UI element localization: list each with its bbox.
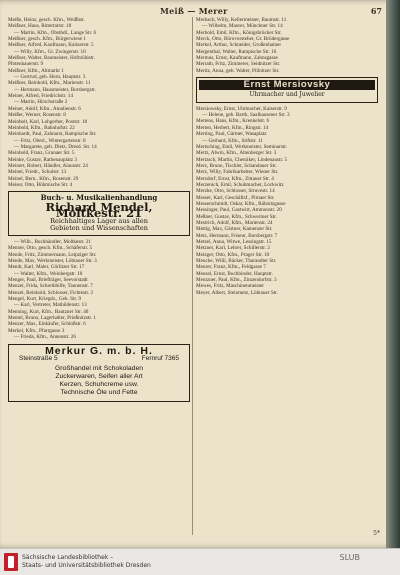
entries-right-b xyxy=(196,106,378,296)
ad-merkur-line2: Zuckerwaren, Seifen aller Art xyxy=(55,373,143,381)
directory-entry: Meißner, gesch. Kfm., Bürgerwiese 1 xyxy=(8,36,86,43)
ad-mendel-line3: Reichhaltiges Lager aus allen xyxy=(50,217,148,226)
directory-entry: Meißner, Kfm., Altmarkt 1 xyxy=(8,67,64,74)
directory-entry: Meiner, Adolf, Kfm., Amalienstr. 6 xyxy=(8,105,81,112)
directory-entry: Metz, Hermann, Friseur, Borsbergstr. 7 xyxy=(196,232,278,239)
directory-entry: Meiner, Alfred, Friedrichstr. 14 xyxy=(8,93,73,100)
advertisement-merkur xyxy=(8,344,190,403)
ad-mendel-line1: Buch- u. Musikalienhandlung xyxy=(40,193,158,203)
footer-mark: SLUB xyxy=(339,553,360,562)
directory-entry: Merbach, Willy, Kellermeister, Baumstr. 11 xyxy=(196,17,287,23)
directory-entry: Meinbold, Kfm., Bahnhofstr. 22 xyxy=(8,124,75,131)
directory-entry: — Frieda, Kfm., Annenstr. 26 xyxy=(14,334,76,341)
footer-line2: Staats- und Universitätsbibliothek Dresden xyxy=(22,562,151,569)
directory-entry: Menzer, Max, Einkäufer, Schloßstr. 6 xyxy=(8,321,86,328)
directory-entry: — Gerhard, Kfm., Stiftstr. 11 xyxy=(202,137,263,144)
ad-merkur-address: Steinstraße 5 xyxy=(19,354,58,362)
directory-entry: Mettig, Max, Gärtner, Kamenzer Str. xyxy=(196,226,273,233)
directory-entry: Menzel, Frida, Schreibhilfe, Tannenstr. 7 xyxy=(8,283,93,290)
corner-mark: 5* xyxy=(373,530,380,537)
directory-entry: — Wilhelm, Maurer, Münchner Str. 14 xyxy=(202,23,283,30)
directory-entry: Menger, Paul, Briefträger, Seevorstadt xyxy=(8,277,88,284)
directory-entry: Meißner, Reinhold, Kfm., Marienstr. 11 xyxy=(8,80,91,87)
ad-mendel-line2: Richard Mendel, Moltkestr. 21 xyxy=(45,199,153,220)
directory-entry: Meuche, Willi, Bäcker, Tharandter Str. xyxy=(196,258,277,265)
directory-entry: Meißer, Werner, Rosenstr. 8 xyxy=(8,112,66,119)
directory-entry: Meyer, Albert, Steinmetz, Löbtauer Str. xyxy=(196,289,278,296)
running-title: Meiß — Merer xyxy=(160,6,228,16)
directory-entry: Metzger, Otto, Kfm., Prager Str. 10 xyxy=(196,251,270,258)
directory-entry: Mende, Fritz, Zimmermann, Leipziger Str. xyxy=(8,251,97,258)
directory-entry: Meiser, Otto, Böhmische Str. 4 xyxy=(8,181,73,188)
directory-entry: Mergenthal, Walter, Rampische Str. 16 xyxy=(196,48,277,55)
directory-entry: Menzel, Reinhold, Schlosser, Fichtestr. 2 xyxy=(8,289,94,296)
ad-merkur-line3: Kerzen, Schuhcreme usw. xyxy=(59,381,139,389)
directory-entry: Merck, Otto, Bürovorsteher, Gr. Brüdergasse xyxy=(196,36,290,43)
entries-left-c xyxy=(8,239,190,341)
ad-merkur-title: Merkur G. m. b. H. xyxy=(45,344,153,357)
directory-entry: Meutzner, Paul, Kfm., Zinzendorfstr. 3 xyxy=(196,277,277,284)
column-divider xyxy=(192,17,193,535)
footer-line1: Sächsische Landesbibliothek – xyxy=(22,554,114,561)
directory-entry: Mertz, Alwin, Kfm., Altenberger Str. 3 xyxy=(196,150,277,157)
slub-logo-icon xyxy=(4,553,18,571)
directory-entry: Mermus, Ernst, Kaufmann, Zahnsgasse xyxy=(196,55,278,62)
directory-entry: — Karl, Vertreter, Mathildenstr. 13 xyxy=(14,302,87,309)
right-column xyxy=(196,17,378,537)
directory-entry: Meritz, Anna, geb. Walter, Pillnitzer Str. xyxy=(196,67,280,74)
directory-entry: — Willy, Kfm., Gr. Zwingerstr. 10 xyxy=(14,48,86,55)
entries-left-b xyxy=(8,119,190,189)
directory-entry: Merzdorf, Ernst, Kfm., Zittauer Str. 4 xyxy=(196,175,274,182)
directory-entry: Mende, Max, Werkmeister, Löbtauer Str. 3 xyxy=(8,258,97,265)
directory-entry: Meißner, Alfred, Kaufmann, Kaitzerstr. 5 xyxy=(8,42,94,49)
directory-entry: Meinke, Gustav, Rathenauplatz 3 xyxy=(8,156,77,163)
directory-entry: Messerschmidt, Oskar, Kfm., Rähnitzgasse xyxy=(196,200,286,207)
directory-entry: Merzke, Otto, Schlosser, Struvestr. 14 xyxy=(196,188,275,195)
directory-entry: Merting, Paul, Gärtner, Wasaplatz xyxy=(196,131,267,138)
directory-entry: — Helene, geb. Barth, Saalhausener Str. 3 xyxy=(202,112,290,119)
directory-entry: Merbold, Emil, Kfm., Königsbrücker Str. xyxy=(196,29,282,36)
directory-entry: Metzner, Karl, Lehrer, Schillerstr. 2 xyxy=(196,245,270,252)
directory-entry: — Margarete, geb. Dietz, Dresd. Str. 14 xyxy=(14,143,97,150)
directory-entry: Meißner, Walter, Baumeister, Hofmühlstr. xyxy=(8,55,95,62)
ad-mendel-line4: Gebieten und Wissenschaften xyxy=(50,223,148,232)
directory-entry: Meßner, Gustav, Kfm., Schweriner Str. xyxy=(196,213,277,220)
directory-entry: Merz, Willy, Fabrikarbeiter, Wiener Str. xyxy=(196,169,279,176)
directory-entry: Messinger, Paul, Gastwirt, Ammonstr. 20 xyxy=(196,207,282,214)
ad-merkur-line1: Großhandel mit Schokoladen xyxy=(54,365,144,373)
directory-entry: — Gertrud, geb. Horn, Hauptstr. 3 xyxy=(14,74,86,81)
directory-entry: Meinbolt, Karl, Lohgerber, Poststr. 18 xyxy=(8,118,88,125)
entries-right-a xyxy=(196,17,378,74)
directory-entry: Menning, Kurt, Kfm., Bautzner Str. 40 xyxy=(8,308,89,315)
directory-entry: Mersiowsky, Ernst, Uhrmacher, Kaiserstr. 9 xyxy=(196,105,287,112)
directory-entry: Merten, Herbert, Kfm., Ringstr. 14 xyxy=(196,124,269,131)
directory-entry: Mertsching, Emil, Werkmeister, Seminarstr. xyxy=(196,143,288,150)
page-number: 67 xyxy=(370,6,382,16)
directory-entry: Meinel, Friedr., Schulstr. 13 xyxy=(8,169,67,176)
directory-entry: Mentel, Bruno, Lagerhalter, Prießnitzstr. 1 xyxy=(8,315,96,322)
page-header xyxy=(10,5,386,17)
directory-entry: Meusel, Ernst, Buchbinder, Hauptstr. xyxy=(196,270,273,277)
directory-entry: Mertens, Hans, Kfm., Krenkelstr. 6 xyxy=(196,118,270,125)
advertisement-mersiovsky xyxy=(196,77,378,103)
directory-entry: — Martin, Kfm., Obsthdl., Lange Str. 6 xyxy=(14,29,97,36)
directory-entry: Merzenich, Emil, Schuhmacher, Lockwitz xyxy=(196,181,284,188)
directory-entry: Meißner, Haus, Rittertarstr. 18 xyxy=(8,23,72,30)
directory-entry: Mestrich, Adolf, Kfm., Marienstr. 24 xyxy=(196,219,273,226)
directory-entry: Merz, Bruno, Tischler, Schandauer Str. xyxy=(196,162,277,169)
ad-mersiovsky-subtitle: Uhrmacher und Juwelier xyxy=(249,91,325,99)
directory-entry: Menner, Otto, gesch. Kfm., Schäferstr. 5 xyxy=(8,245,93,252)
directory-entry: — Martin, Hirschstraße 2 xyxy=(14,99,68,106)
entries-left-a xyxy=(8,17,190,119)
left-column xyxy=(8,17,190,537)
library-footer xyxy=(0,548,400,575)
directory-entry: Meinert, Robert, Händler, Alaunstr. 24 xyxy=(8,162,88,169)
directory-entry: Mewes, Fritz, Maschinenmeister xyxy=(196,283,264,290)
directory-entry: — Wilh., Buchhändler, Moltkestr. 21 xyxy=(14,239,92,245)
directory-entry: Metzel, Anna, Witwe, Lessingstr. 15 xyxy=(196,239,272,245)
directory-entry: Meiße, Heinz, gesch. Kfm., Weißhst. xyxy=(8,17,85,23)
directory-entry: Messer, Karl, Geschäftsf., Pirnaer Str. xyxy=(196,194,275,201)
directory-entry: — Fritz, Oberl., Wintergartenstr. 8 xyxy=(14,137,86,144)
directory-entry: — Walter, Kfm., Weinbergstr. 10 xyxy=(14,270,83,277)
advertisement-mendel xyxy=(8,191,190,236)
ad-merkur-address-row xyxy=(11,356,187,362)
ad-merkur-phone: Fernruf 7365 xyxy=(141,354,179,362)
directory-entry: — Hermann, Hausmeister, Borsbergstr. xyxy=(14,86,96,93)
directory-entry: Merkel, Kfm., Pfarrgasse 3 xyxy=(8,327,65,334)
directory-entry: Merkel, Arthur, Schneider, Großenhainer xyxy=(196,42,282,49)
ad-mersiovsky-name: Ernst Mersiovsky xyxy=(199,80,375,90)
directory-entry: Meurer, Franz, Kfm., Feldgasse 7 xyxy=(196,264,266,271)
directory-entry: Mengel, Kurt, Kriegsb., Geh. Str. 9 xyxy=(8,296,82,303)
directory-entry: Merrath, Fritz, Zimmerer, Seidnitzer Str. xyxy=(196,61,281,68)
directory-entry: Mertzsch, Martin, Chemiker, Lindenaustr. 5 xyxy=(196,156,288,163)
ad-merkur-line4: Technische Öle und Fette xyxy=(60,389,138,397)
book-binding-edge xyxy=(386,0,400,548)
directory-entry: Meinhardt, Paul, Zahnarzt, Rampische Str. xyxy=(8,131,97,138)
directory-entry: Meinel, Bern., Kfm., Rosenstr. 29 xyxy=(8,175,79,182)
directory-entry: Pfotenhauerstr. 9 xyxy=(8,61,44,68)
directory-entry: Meinhold, Franz, Grunaer Str. 5 xyxy=(8,150,75,157)
directory-entry: Mendt, Karl, Maler, Görlitzer Str. 17 xyxy=(8,264,85,271)
